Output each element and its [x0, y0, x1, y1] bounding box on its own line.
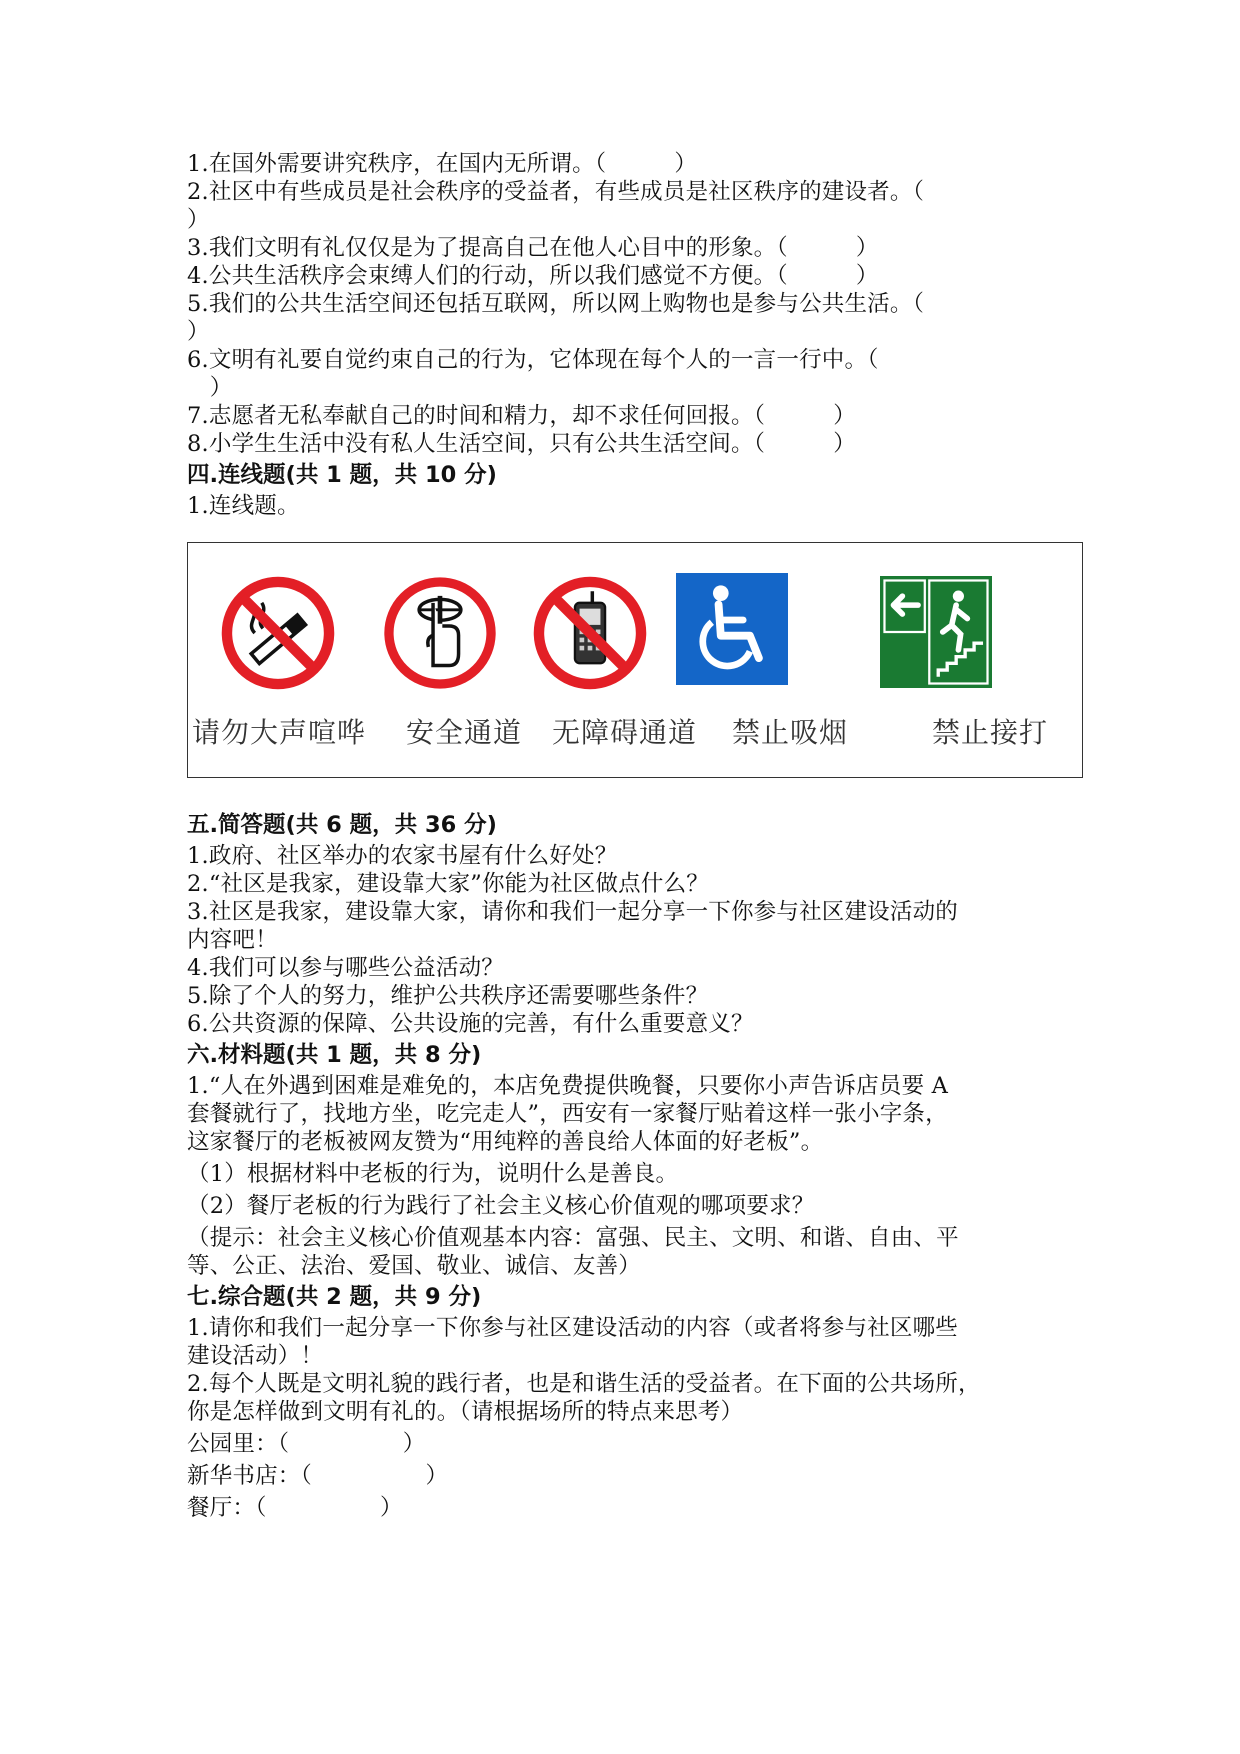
label-accessible-passage: 无障碍通道	[552, 716, 698, 749]
tf-item-2: 2.社区中有些成员是社会秩序的受益者，有些成员是社区秩序的建设者。（	[187, 179, 925, 205]
no-smoking-sign-icon	[220, 575, 336, 691]
section-5-line: 6.公共资源的保障、公共设施的完善，有什么重要意义？	[187, 1011, 754, 1037]
wheelchair-accessible-sign-icon	[676, 573, 788, 685]
tf-item-4: 4.公共生活秩序会束缚人们的行动，所以我们感觉不方便。（ ）	[187, 263, 879, 289]
section-7-line: 建设活动）！	[187, 1343, 324, 1369]
section-6-line: 等、公正、法治、爱国、敬业、诚信、友善）	[187, 1253, 642, 1279]
no-phone-sign-icon	[532, 575, 648, 691]
section-7-line: 1.请你和我们一起分享一下你参与社区建设活动的内容（或者将参与社区哪些	[187, 1315, 958, 1341]
section-5-line: 4.我们可以参与哪些公益活动？	[187, 955, 504, 981]
matching-figure	[187, 542, 1083, 778]
tf-item-2-cont: ）	[187, 207, 210, 233]
tf-item-1: 1.在国外需要讲究秩序，在国内无所谓。（ ）	[187, 151, 698, 177]
park-answer-line: 公园里：（ ）	[187, 1431, 426, 1457]
tf-item-6-cont: ）	[187, 375, 233, 401]
section-6-line: 这家餐厅的老板被网友赞为“用纯粹的善良给人体面的好老板”。	[187, 1129, 824, 1155]
section-7-heading: 七.综合题(共 2 题，共 9 分)	[187, 1284, 482, 1310]
quiet-please-sign-icon	[382, 575, 498, 691]
true-false-list	[187, 150, 1067, 458]
tf-item-6: 6.文明有礼要自觉约束自己的行为，它体现在每个人的一言一行中。（	[187, 347, 879, 373]
label-safety-exit: 安全通道	[406, 716, 523, 749]
section-6-heading: 六.材料题(共 1 题，共 8 分)	[187, 1042, 482, 1068]
section-6-line: （2）餐厅老板的行为践行了社会主义核心价值观的哪项要求？	[187, 1193, 815, 1219]
section-5-line: 2.“社区是我家，建设靠大家”你能为社区做点什么？	[187, 871, 709, 897]
section-5-line: 5.除了个人的努力，维护公共秩序还需要哪些条件？	[187, 983, 709, 1009]
tf-item-7: 7.志愿者无私奉献自己的时间和精力，却不求任何回报。（ ）	[187, 403, 856, 429]
tf-item-5: 5.我们的公共生活空间还包括互联网，所以网上购物也是参与公共生活。（	[187, 291, 925, 317]
label-no-loud-noise: 请勿大声喧哗	[192, 716, 367, 749]
worksheet-page	[187, 150, 1067, 1522]
label-no-smoking: 禁止吸烟	[732, 716, 849, 749]
emergency-exit-sign-icon	[880, 575, 992, 689]
tf-item-5-cont: ）	[187, 319, 210, 345]
section-6-line: （提示：社会主义核心价值观基本内容：富强、民主、文明、和谐、自由、平	[187, 1225, 959, 1251]
section-4-item: 1.连线题。	[187, 493, 300, 519]
section-5-line: 1.政府、社区举办的农家书屋有什么好处？	[187, 843, 618, 869]
section-6-line: （1）根据材料中老板的行为，说明什么是善良。	[187, 1161, 679, 1187]
section-5-heading: 五.简答题(共 6 题，共 36 分)	[187, 812, 497, 838]
section-7-line: 你是怎样做到文明有礼的。（请根据场所的特点来思考）	[187, 1399, 744, 1425]
tf-item-8: 8.小学生生活中没有私人生活空间，只有公共生活空间。（ ）	[187, 431, 856, 457]
restaurant-answer-line: 餐厅：（ ）	[187, 1495, 403, 1521]
tf-item-3: 3.我们文明有礼仅仅是为了提高自己在他人心目中的形象。（ ）	[187, 235, 879, 261]
section-6-list	[187, 1072, 1067, 1280]
section-5-line: 3.社区是我家，建设靠大家，请你和我们一起分享一下你参与社区建设活动的	[187, 899, 958, 925]
section-5-line: 内容吧！	[187, 927, 278, 953]
section-4-heading: 四.连线题(共 1 题，共 10 分)	[187, 462, 497, 488]
section-6-line: 套餐就行了，找地方坐，吃完走人”，西安有一家餐厅贴着这样一张小字条，	[187, 1101, 948, 1127]
section-6-line: 1.“人在外遇到困难是难免的，本店免费提供晚餐，只要你小声告诉店员要 A	[187, 1073, 949, 1099]
label-no-phone-calls: 禁止接打	[932, 716, 1049, 749]
section-7-line: 2.每个人既是文明礼貌的践行者，也是和谐生活的受益者。在下面的公共场所，	[187, 1371, 981, 1397]
bookstore-answer-line: 新华书店：（ ）	[187, 1463, 449, 1489]
section-5-list	[187, 842, 1067, 1038]
section-7-list	[187, 1314, 1067, 1522]
